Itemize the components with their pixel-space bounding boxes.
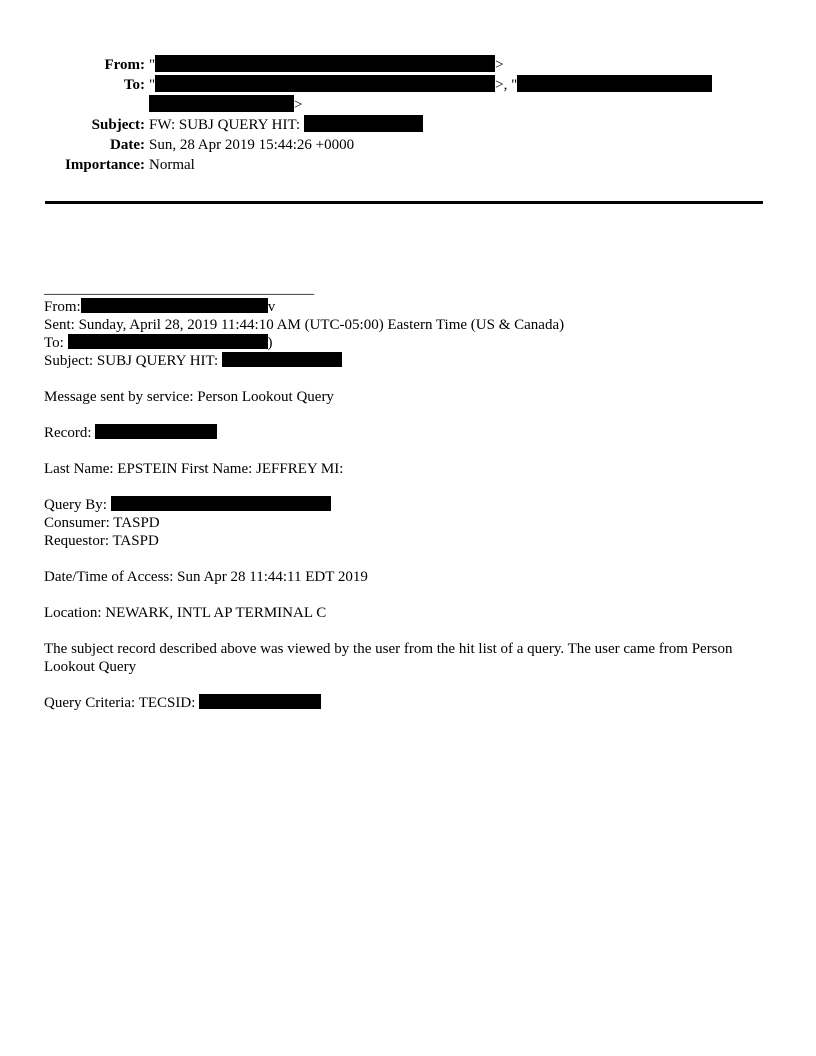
text-segment: ____________________________________ — [44, 281, 314, 297]
header-field-label: Date: — [110, 137, 145, 153]
redaction-bar — [68, 334, 268, 349]
body-paragraph — [44, 640, 750, 676]
header-subject-row — [45, 115, 816, 135]
email-body — [44, 280, 816, 712]
blank-line — [44, 586, 816, 604]
blank-line — [44, 622, 816, 640]
text-segment: Record: — [44, 425, 96, 441]
forward-subject-line — [44, 352, 816, 370]
blank-line — [44, 406, 816, 424]
consumer-line — [44, 514, 816, 532]
redaction-bar — [155, 75, 495, 92]
email-header — [0, 0, 816, 175]
text-segment: > — [495, 57, 504, 73]
text-segment: FW: SUBJ QUERY HIT: — [149, 117, 304, 133]
forward-to-line — [44, 334, 816, 352]
header-field-value — [145, 55, 504, 75]
location-line — [44, 604, 816, 622]
header-from-row — [45, 55, 816, 75]
text-segment: The subject record described above was viewed by the user from the hit list of a query. The user came from Person Lookout Query — [44, 641, 733, 675]
header-field-value — [145, 75, 712, 115]
text-segment: Date/Time of Access: Sun Apr 28 11:44:11 EDT 2019 — [44, 569, 368, 585]
divider-rule — [45, 201, 763, 204]
blank-line — [44, 550, 816, 568]
redaction-bar — [111, 496, 331, 511]
text-segment: Query Criteria: TECSID: — [44, 695, 200, 711]
text-segment: Sun, 28 Apr 2019 15:44:26 +0000 — [149, 137, 355, 153]
requestor-line — [44, 532, 816, 550]
text-segment: Message sent by service: Person Lookout Query — [44, 389, 334, 405]
text-segment: >, " — [495, 77, 518, 93]
redaction-bar — [222, 352, 342, 367]
header-field-value — [145, 115, 423, 135]
text-segment: ) — [267, 335, 273, 351]
header-importance-row — [45, 155, 816, 175]
text-segment: > — [294, 97, 303, 113]
text-segment: v — [267, 299, 276, 315]
redaction-bar — [149, 95, 294, 112]
text-segment: Location: NEWARK, INTL AP TERMINAL C — [44, 605, 327, 621]
forward-separator — [44, 280, 816, 298]
redaction-bar — [517, 75, 712, 92]
header-field-label: Subject: — [91, 117, 145, 133]
forward-from-line — [44, 298, 816, 316]
record-line — [44, 424, 816, 442]
header-to-row — [45, 75, 816, 115]
blank-line — [44, 478, 816, 496]
header-field-label: From: — [104, 57, 145, 73]
redaction-bar — [81, 298, 268, 313]
text-segment: Last Name: EPSTEIN First Name: JEFFREY MI: — [44, 461, 344, 477]
text-segment: " — [149, 77, 156, 93]
header-field-label: To: — [123, 77, 145, 93]
service-line — [44, 388, 816, 406]
redaction-bar — [95, 424, 217, 439]
text-segment: Consumer: TASPD — [44, 515, 160, 531]
blank-line — [44, 442, 816, 460]
text-segment: " — [149, 57, 156, 73]
text-segment: Subject: SUBJ QUERY HIT: — [44, 353, 222, 369]
header-field-label: Importance: — [65, 157, 145, 173]
text-segment: Query By: — [44, 497, 111, 513]
text-segment: From: — [44, 299, 81, 315]
forward-sent-line — [44, 316, 816, 334]
text-segment: Normal — [149, 157, 195, 173]
text-segment: Sent: Sunday, April 28, 2019 11:44:10 AM (UTC-05:00) Eastern Time (US & Canada) — [44, 317, 565, 333]
blank-line — [44, 676, 816, 694]
header-field-value — [145, 155, 195, 175]
query-criteria-line — [44, 694, 816, 712]
redaction-bar — [155, 55, 495, 72]
subject-name-line — [44, 460, 816, 478]
blank-line — [44, 370, 816, 388]
text-segment: To: — [44, 335, 68, 351]
redaction-bar — [304, 115, 423, 132]
redaction-bar — [199, 694, 321, 709]
header-field-value — [145, 135, 354, 155]
access-datetime-line — [44, 568, 816, 586]
query-by-line — [44, 496, 816, 514]
text-segment: Requestor: TASPD — [44, 533, 159, 549]
header-date-row — [45, 135, 816, 155]
